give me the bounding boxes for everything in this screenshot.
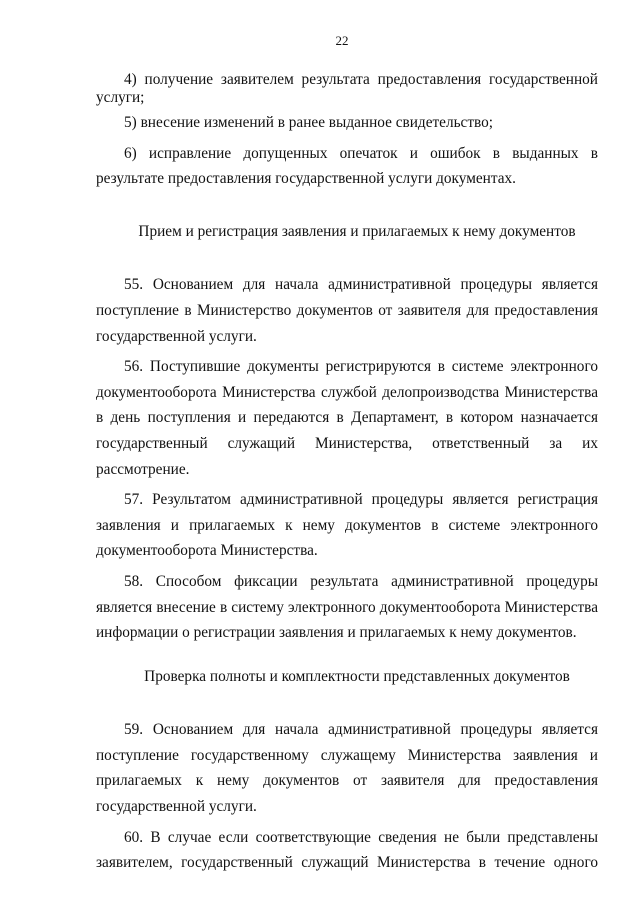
paragraph-57: 57. Результатом административной процедуры является регистрация заявления и прилагаемых к нему документов в системе электронного документооборота Министерства.: [96, 491, 598, 560]
section-heading-reception: Прием и регистрация заявления и прилагаемых к нему документов: [138, 222, 576, 240]
list-item-6: 6) исправление допущенных опечаток и ошибок в выданных в результате предоставления государственной услуги документах.: [96, 144, 598, 188]
paragraph-59: 59. Основанием для начала административной процедуры является поступление государственному служащему Министерства заявления и прилагаемых к нему документов от заявителя для предоставления государственной услуги.: [96, 721, 598, 816]
paragraph-56: 56. Поступившие документы регистрируются в системе электронного документооборота Министерства службой делопроизводства Министерства в день поступления и передаются в Департамент, в котором назначается государственный служащий Министерства, ответственный за их рассмотрение.: [96, 358, 598, 478]
paragraph-55: 55. Основанием для начала административной процедуры является поступление в Министерство документов от заявителя для предоставления государственной услуги.: [96, 276, 598, 345]
list-item-5: 5) внесение изменений в ранее выданное свидетельство;: [124, 114, 494, 131]
page-number: 22: [335, 33, 349, 48]
paragraph-60: 60. В случае если соответствующие сведения не были представлены заявителем, государственный служащий Министерства в течение одного: [96, 828, 598, 872]
list-item-4: 4) получение заявителем результата предоставления государственной услуги;: [96, 71, 598, 106]
section-heading-completeness-check: Проверка полноты и комплектности представленных документов: [144, 667, 570, 685]
paragraph-58: 58. Способом фиксации результата административной процедуры является внесение в систему электронного документооборота Министерства информации о регистрации заявления и прилагаемых к нему документов.: [96, 572, 598, 642]
